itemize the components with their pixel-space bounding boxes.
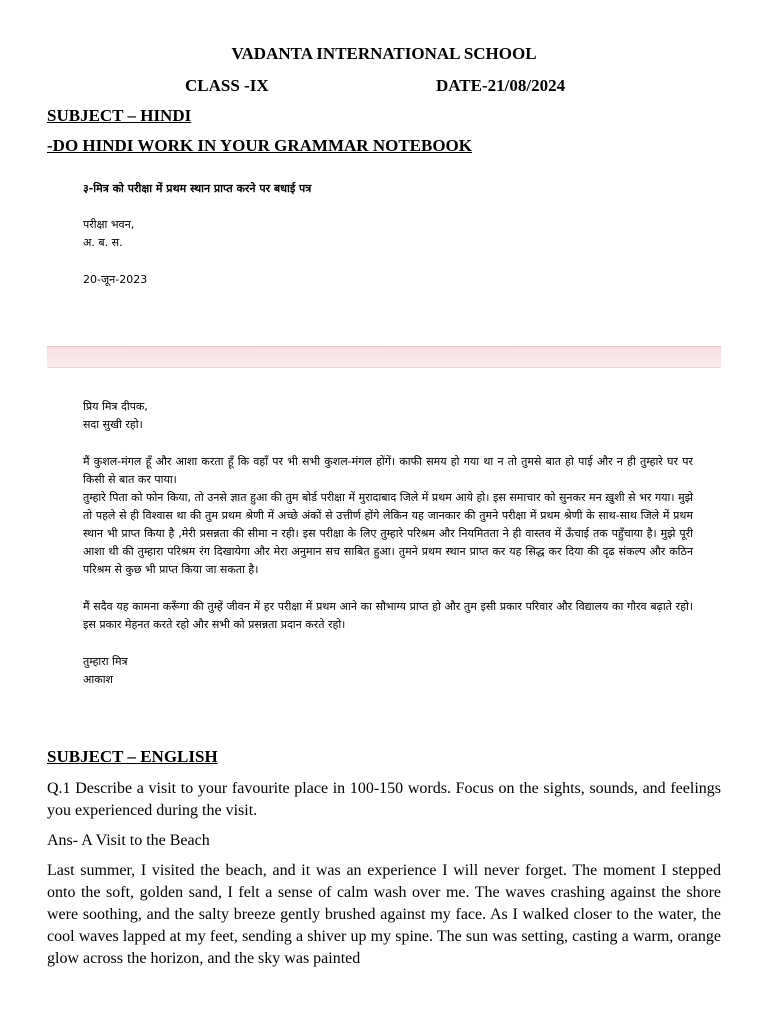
school-name: VADANTA INTERNATIONAL SCHOOL bbox=[231, 44, 537, 63]
page-break-divider bbox=[47, 346, 721, 368]
answer-body: Last summer, I visited the beach, and it was an experience I will never forget. The moment I stepped onto the soft, golden sand, I felt a sense of calm wash over me. The waves crashing against the shore were soothing, and the salty breeze gently brushed against my face. As I walked closer to the water, the cool waves lapped at my feet, sending a shiver up my spine. The sun was setting, casting a warm, orange glow across the horizon, and the sky was painted bbox=[47, 862, 721, 967]
letter-closing: तुम्हारा मित्र bbox=[83, 655, 128, 668]
answer-title: Ans- A Visit to the Beach bbox=[47, 832, 210, 849]
address-line-1: परीक्षा भवन, bbox=[83, 218, 135, 231]
letter-greeting: सदा सुखी रहो। bbox=[83, 418, 143, 431]
letter-signature: आकाश bbox=[83, 673, 114, 686]
letter-paragraph-1: मैं कुशल-मंगल हूँ और आशा करता हूँ कि वहाँ पर भी सभी कुशल-मंगल होंगें। काफी समय हो गया था न तो तुमसे बात हो पाई और न ही तुम्हारे घर पर किसी से बात कर पाया। bbox=[83, 455, 693, 486]
hindi-instruction: -DO HINDI WORK IN YOUR GRAMMAR NOTEBOOK bbox=[47, 136, 473, 155]
english-question: Q.1 Describe a visit to your favourite place in 100-150 words. Focus on the sights, sounds, and feelings you experienced during the visit. bbox=[47, 780, 721, 819]
address-line-2: अ. ब. स. bbox=[83, 236, 123, 249]
date-label: DATE-21/08/2024 bbox=[436, 76, 566, 95]
letter-paragraph-3: मैं सदैव यह कामना करूँगा की तुम्हें जीवन में हर परीक्षा में प्रथम आने का सौभाग्य प्राप्त हो और तुम इसी प्रकार परिवार और विद्यालय का गौरव बढ़ाते रहो। इस प्रकार मेहनत करते रहो और सभी को प्रसन्नता प्रदान करते रहो। bbox=[83, 600, 693, 631]
letter-title: ३-मित्र को परीक्षा में प्रथम स्थान प्राप्त करने पर बधाई पत्र bbox=[83, 182, 312, 195]
letter-paragraph-2: तुम्हारे पिता को फोन किया, तो उनसे ज्ञात हुआ की तुम बोर्ड परीक्षा में मुरादाबाद जिले में प्रथम आये हो। इस समाचार को सुनकर मन ख़ुशी से भर गया। मुझे तो पहले से ही विश्वास था की तुम प्रथम श्रेणी में अच्छे अंकों से उत्तीर्ण होंगे लेकिन यह जानकार की तुमने परीक्षा में प्रथम श्रेणी के साथ-साथ जिले में प्रथम स्थान भी प्राप्त किया है ,मेरी प्रसन्नता की सीमा न रही। इस परीक्षा के लिए तुम्हारे परिश्रम और नियमितता ने ही वास्तव में ऊँचाई तक पहुँचाया है। मुझे पूरी आशा थी की तुम्हारा परिश्रम रंग दिखायेगा और मेरा अनुमान सच साबित हुआ। तुमने प्रथम स्थान प्राप्त कर यह सिद्ध कर दिया की दृढ संकल्प और कठिन परिश्रम से कुछ भी प्राप्त किया जा सकता है। bbox=[83, 491, 693, 576]
hindi-subject-heading: SUBJECT – HINDI bbox=[47, 106, 192, 125]
class-label: CLASS -IX bbox=[185, 76, 269, 95]
english-subject-heading: SUBJECT – ENGLISH bbox=[47, 747, 218, 766]
letter-salutation: प्रिय मित्र दीपक, bbox=[83, 400, 148, 413]
letter-date: 20-जून-2023 bbox=[83, 273, 148, 286]
